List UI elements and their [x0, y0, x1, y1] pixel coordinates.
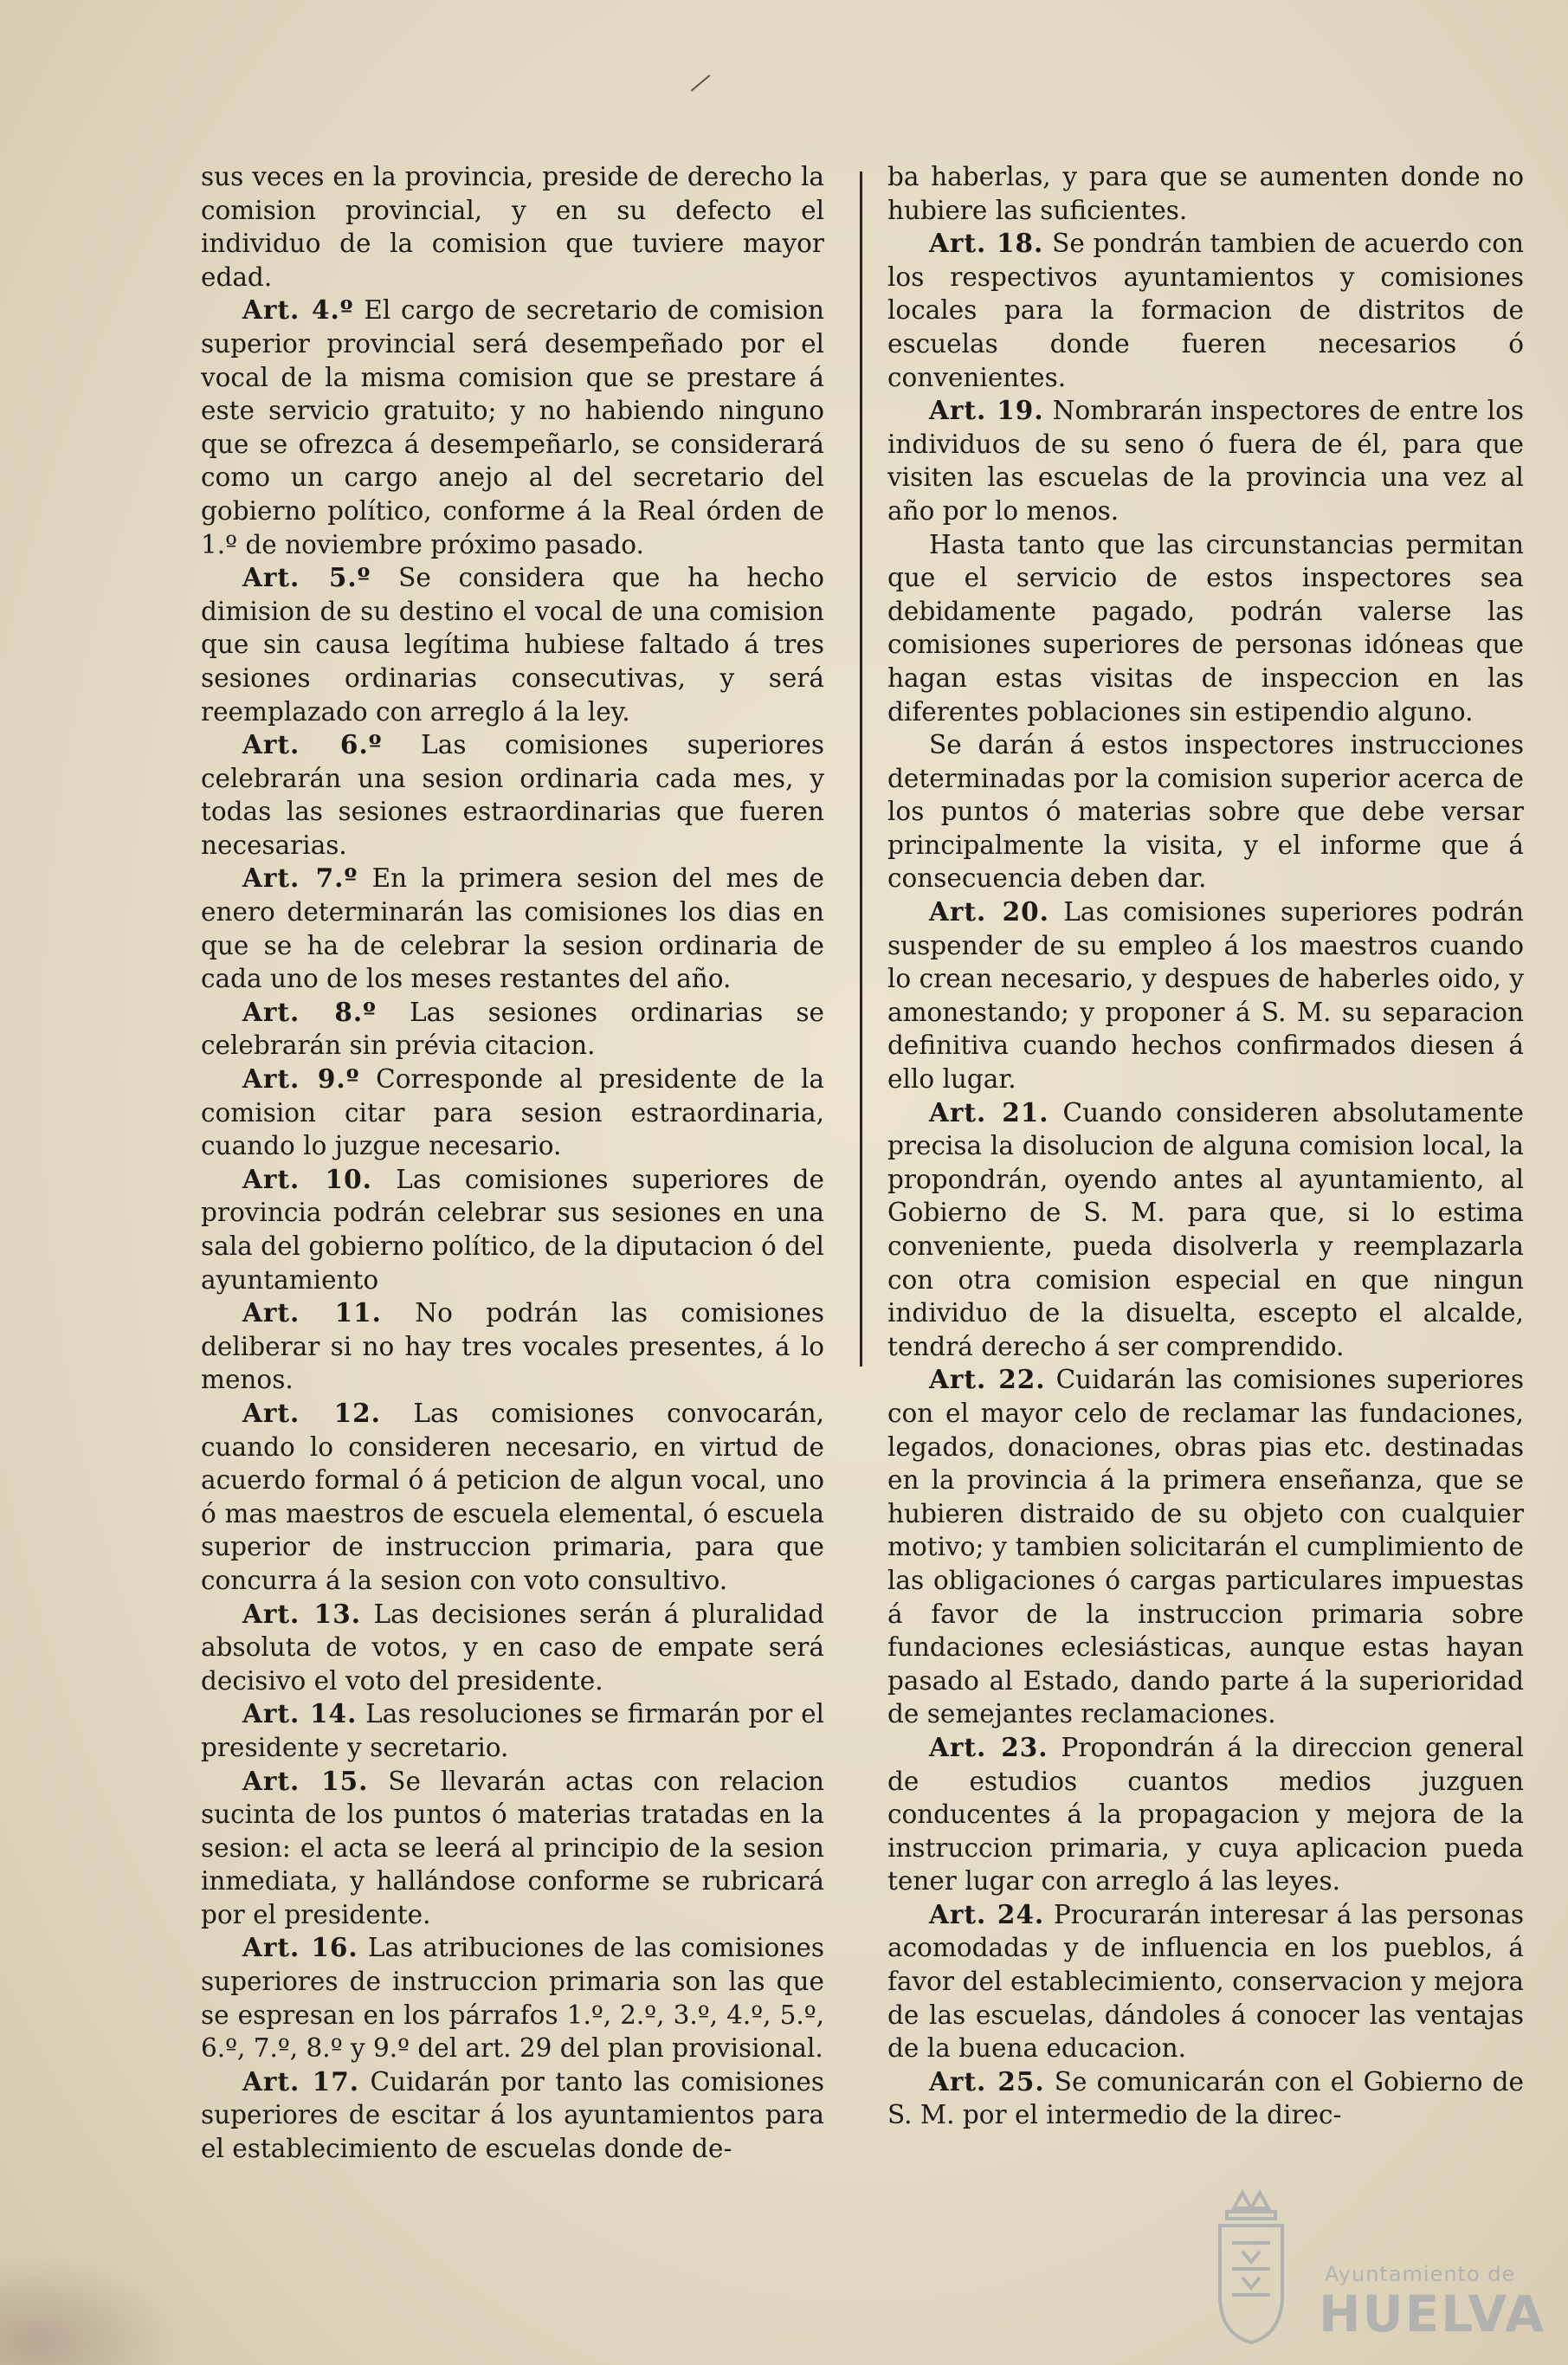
paragraph-text: Nombrarán inspectores de entre los individuos de su seno ó fuera de él, para que visiten las escuelas de la provincia una vez al año por lo menos. [887, 396, 1524, 526]
paragraph-text: Las sesiones ordinarias se celebrarán sin prévia citacion. [201, 997, 824, 1061]
paragraph-text: Se pondrán tambien de acuerdo con los respectivos ayuntamientos y comisiones locales para la formacion de distritos de escuelas donde fueren necesarios ó convenientes. [887, 229, 1524, 392]
article-number: Art. 7.º [242, 863, 358, 894]
paragraph-text: Las comisiones superiores podrán suspender de su empleo á los maestros cuando lo crean necesario, y despues de haberles oido, y amonestando; y proponer á S. M. su separacion definitiva cuando hechos confirmados diesen á ello lugar. [887, 897, 1524, 1095]
paragraph [201, 1598, 824, 1698]
left-column [201, 160, 824, 2166]
article-number: Art. 6.º [242, 729, 383, 760]
watermark-org: Ayuntamiento de [1325, 2262, 1516, 2286]
paragraph [887, 2065, 1524, 2132]
paragraph-text: Cuidarán por tanto las comisiones superiores de escitar á los ayuntamientos para el establecimiento de escuelas donde de- [201, 2066, 824, 2164]
paragraph-text: Las decisiones serán á pluralidad absoluta de votos, y en caso de empate será decisivo el voto del presidente. [201, 1599, 824, 1696]
paragraph-text: sus veces en la provincia, preside de derecho la comision provincial, y en su defecto el individuo de la comision que tuviere mayor edad. [201, 162, 824, 292]
article-number: Art. 11. [242, 1297, 382, 1328]
article-number: Art. 4.º [242, 294, 354, 326]
article-number: Art. 5.º [242, 562, 371, 593]
paragraph-text: Las atribuciones de las comisiones superiores de instruccion primaria son las que se espresan en los párrafos 1.º, 2.º, 3.º, 4.º, 5.º, 6.º, 7.º, 8.º y 9.º del art. 29 del plan provisional. [201, 1933, 824, 2064]
article-number: Art. 19. [929, 395, 1044, 426]
watermark-logo [1208, 2182, 1546, 2355]
paragraph-text: Las resoluciones se firmarán por el presidente y secretario. [201, 1699, 824, 1762]
pencil-mark [691, 74, 711, 92]
paragraph-text: Se considera que ha hecho dimision de su destino el vocal de una comision que sin causa legítima hubiese faltado á tres sesiones ordinarias consecutivas, y será reemplazado con arreglo á la ley. [201, 563, 824, 727]
article-number: Art. 18. [929, 228, 1044, 259]
paragraph [201, 160, 824, 294]
paragraph-text: Cuidarán las comisiones superiores con el mayor celo de reclamar las fundaciones, legados, donaciones, obras pias etc. destinadas en la provincia á la primera enseñanza, que se hubieren distraido de su objeto con cualquier motivo; y tambien solicitarán el cumplimiento de las obligaciones ó cargas particulares impuestas á favor de la instruccion primaria sobre fundaciones eclesiásticas, aunque estas hayan pasado al Estado, dando parte á la superioridad de semejantes reclamaciones. [887, 1365, 1524, 1729]
paragraph [201, 2065, 824, 2166]
paragraph-text: Propondrán á la direccion general de estudios cuantos medios juzguen conducentes á la propagacion y mejora de la instruccion primaria, y cuya aplicacion pueda tener lugar con arreglo á las leyes. [887, 1732, 1524, 1897]
paragraph [201, 294, 824, 561]
paragraph [887, 160, 1524, 227]
article-number: Art. 12. [242, 1397, 381, 1428]
article-number: Art. 16. [242, 1932, 358, 1963]
article-number: Art. 13. [242, 1598, 362, 1629]
article-number: Art. 15. [242, 1765, 369, 1796]
paragraph [887, 1363, 1524, 1731]
article-number: Art. 22. [929, 1364, 1046, 1395]
paper-stain [0, 2252, 190, 2365]
paragraph [201, 1931, 824, 2065]
article-number: Art. 25. [929, 2065, 1045, 2097]
watermark-city: HUELVA [1319, 2284, 1546, 2343]
article-number: Art. 10. [242, 1163, 372, 1194]
paragraph-text: El cargo de secretario de comision superior provincial será desempeñado por el vocal de la misma comision que se prestare á este servicio gratuito; y no habiendo ninguno que se ofrezca á desempeñarlo, se considerará como un cargo anejo al del secretario del gobierno político, conforme á la Real órden de 1.º de noviembre próximo pasado. [201, 295, 824, 559]
paragraph-text: Se comunicarán con el Gobierno de S. M. por el intermedio de la direc- [887, 2066, 1525, 2130]
crest-icon [1208, 2182, 1294, 2347]
paragraph-text: Cuando consideren absolutamente precisa la disolucion de alguna comision local, la propondrán, oyendo antes al ayuntamiento, al Gobierno de S. M. para que, si lo estima conveniente, pueda disolverla y reemplazarla con otra comision especial en que ningun individuo de la disuelta, escepto el alcalde, tendrá derecho á ser comprendido. [887, 1097, 1524, 1361]
paragraph [887, 394, 1524, 527]
paragraph [201, 561, 824, 728]
paragraph [887, 227, 1524, 394]
paragraph [201, 1397, 824, 1598]
article-number: Art. 9.º [242, 1063, 360, 1095]
paragraph [201, 1697, 824, 1764]
article-number: Art. 23. [929, 1731, 1049, 1762]
paragraph [887, 728, 1524, 895]
paragraph-text: Hasta tanto que las circunstancias permitan que el servicio de estos inspectores sea debidamente pagado, podrán valerse las comisiones superiores de personas idóneas que hagan estas visitas de inspeccion en las diferentes poblaciones sin estipendio alguno. [887, 529, 1524, 727]
paragraph [201, 862, 824, 995]
paragraph-text: No podrán las comisiones deliberar si no hay tres vocales presentes, á lo menos. [201, 1298, 824, 1395]
paragraph-text: Las comisiones superiores celebrarán una sesion ordinaria cada mes, y todas las sesiones estraordinarias que fueren necesarias. [201, 730, 824, 860]
paragraph-text: En la primera sesion del mes de enero determinarán las comisiones los dias en que se ha de celebrar la sesion ordinaria de cada uno de los meses restantes del año. [201, 863, 824, 994]
paragraph-text: Se darán á estos inspectores instrucciones determinadas por la comision superior acerca de los puntos ó materias sobre que debe versar principalmente la visita, y el informe que á consecuencia deben dar. [887, 730, 1524, 894]
paragraph-text: Se llevarán actas con relacion sucinta de los puntos ó materias tratadas en la sesion: el acta se leerá al principio de la sesion inmediata, y hallándose conforme se rubricará por el presidente. [201, 1766, 824, 1929]
article-number: Art. 17. [242, 2065, 359, 2097]
paragraph [201, 1765, 824, 1932]
right-column [887, 160, 1524, 2132]
paragraph [201, 1296, 824, 1397]
paragraph [201, 1063, 824, 1163]
paragraph-text: Corresponde al presidente de la comision citar para sesion estraordinaria, cuando lo juzgue necesario. [201, 1064, 824, 1161]
paragraph-text: Las comisiones superiores de provincia podrán celebrar sus sesiones en una sala del gobierno político, de la diputacion ó del ayuntamiento [201, 1164, 824, 1295]
paragraph [887, 1898, 1524, 2065]
article-number: Art. 20. [929, 896, 1049, 927]
paragraph-text: Las comisiones convocarán, cuando lo consideren necesario, en virtud de acuerdo formal ó á peticion de algun vocal, uno ó mas maestros de escuela elemental, ó escuela superior de instruccion primaria, para que concurra á la sesion con voto consultivo. [201, 1398, 824, 1595]
paragraph-text: Procurarán interesar á las personas acomodadas y de influencia en los pueblos, á favor del establecimiento, conservacion y mejora de las escuelas, dándoles á conocer las ventajas de la buena educacion. [887, 1899, 1525, 2064]
paragraph-text: ba haberlas, y para que se aumenten donde no hubiere las suficientes. [887, 162, 1524, 225]
paragraph [887, 895, 1524, 1096]
article-number: Art. 14. [242, 1698, 358, 1729]
paragraph [887, 1096, 1524, 1364]
paragraph [201, 1163, 824, 1296]
paragraph [201, 728, 824, 862]
article-number: Art. 24. [929, 1898, 1045, 1929]
paragraph [887, 528, 1524, 729]
paragraph [201, 996, 824, 1063]
paragraph [887, 1731, 1524, 1898]
column-divider [860, 171, 862, 1367]
article-number: Art. 21. [929, 1096, 1049, 1128]
article-number: Art. 8.º [242, 996, 377, 1027]
